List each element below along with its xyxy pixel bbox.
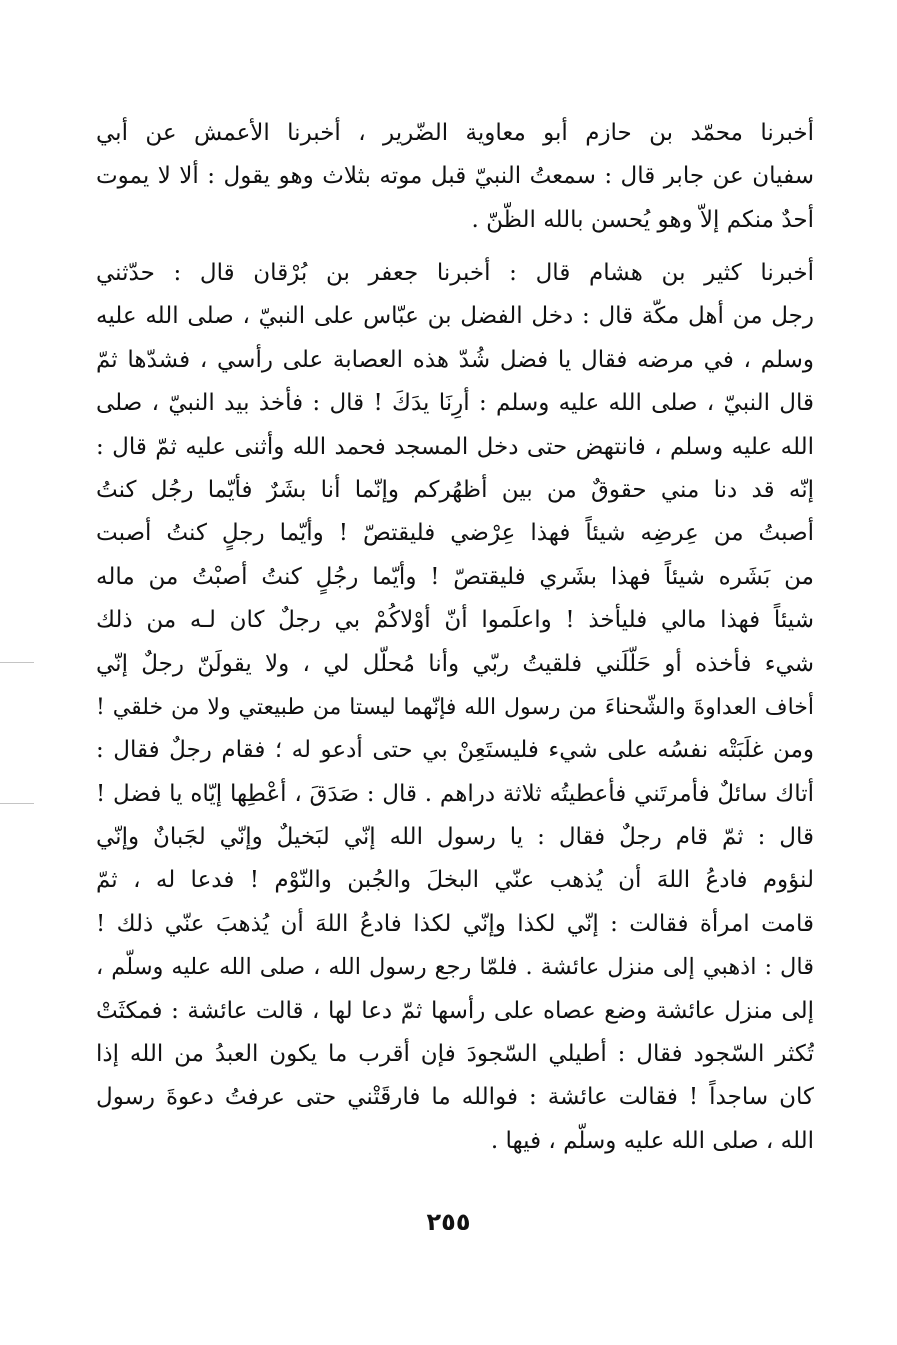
text-line: أخبرنا كثير بن هشام قال : أخبرنا جعفر بن بُرْقان قال : حدّثني (96, 260, 814, 286)
text-line: من بَشَره شيئاً فهذا بشَري فليقتصّ ! وأيّما رجُلٍ كنتُ أصبْتُ من ماله (96, 563, 814, 590)
text-line: أصبتُ من عِرضِه شيئاً فهذا عِرْضي فليقتصّ ! وأيّما رجلٍ كنتُ أصبت (96, 520, 814, 547)
paragraph-1 (96, 112, 814, 242)
text-line: قال : ثمّ قام رجلٌ فقال : يا رسول الله إنّي لبَخيلٌ وإنّي لجَبانٌ وإنّي (96, 824, 814, 851)
text-line: وسلم ، في مرضه فقال يا فضل شُدّ هذه العصابة على رأسي ، فشدّها ثمّ (96, 346, 814, 373)
text-line: إلى منزل عائشة وضع عصاه على رأسها ثمّ دعا لها ، قالت عائشة : فمكثَتْ (96, 997, 814, 1024)
text-line: لنؤوم فادعُ اللهَ أن يُذهب عنّي البخلَ والجُبن والنّوْم ! فدعا له ، ثمّ (96, 867, 814, 894)
margin-mark (0, 662, 34, 663)
text-line: إنّه قد دنا مني حقوقٌ من بين أظهُركم وإنّما أنا بشَرٌ فأيّما رجُل كنتُ (96, 476, 814, 503)
text-line: تُكثر السّجود فقال : أطيلي السّجودَ فإن أقرب ما يكون العبدُ من الله إذا (96, 1041, 814, 1068)
text-line: كان ساجداً ! فقالت عائشة : فوالله ما فارقَتْني حتى عرفتُ دعوةَ رسول (96, 1084, 814, 1111)
text-line: قامت امرأة فقالت : إنّي لكذا وإنّي لكذا فادعُ اللهَ أن يُذهبَ عنّي ذلك ! (96, 910, 814, 937)
text-line: سفيان عن جابر قال : سمعتُ النبيّ قبل موته بثلاث وهو يقول : ألا لا يموت (96, 163, 814, 190)
page-number: ٢٥٥ (426, 1208, 471, 1236)
text-line: قال : اذهبي إلى منزل عائشة . فلمّا رجع رسول الله ، صلى الله عليه وسلّم ، (96, 954, 814, 981)
text-line: الله ، صلى الله عليه وسلّم ، فيها . (490, 1127, 814, 1154)
text-line: أخبرنا محمّد بن حازم أبو معاوية الضّرير ، أخبرنا الأعمش عن أبي (96, 120, 814, 146)
text-line: شيء فأخذه أو حَلّلَني فلقيتُ ربّي وأنا مُحلّل لي ، ولا يقولَنّ رجلٌ إنّي (96, 650, 814, 677)
text-line: الله عليه وسلم ، فانتهض حتى دخل المسجد فحمد الله وأثنى عليه ثمّ قال : (96, 433, 814, 460)
text-line: رجل من أهل مكّة قال : دخل الفضل بن عبّاس على النبيّ ، صلى الله عليه (96, 303, 814, 330)
text-line: قال النبيّ ، صلى الله عليه وسلم : أرِنَا يدَكَ ! قال : فأخذ بيد النبيّ ، صلى (96, 390, 814, 417)
text-line: ومن غلَبَتْه نفسُه على شيء فليستَعِنْ بي حتى أدعو له ؛ فقام رجلٌ فقال : (96, 737, 814, 764)
text-line: أتاك سائلٌ فأمرتَني فأعطيتُه ثلاثة دراهم . قال : صَدَقَ ، أعْطِها إيّاه يا فضل ! (96, 780, 814, 807)
margin-mark (0, 803, 34, 804)
text-line: شيئاً فهذا مالي فليأخذ ! واعلَموا أنّ أوْلاكُمْ بي رجلٌ كان لـه من ذلك (96, 607, 814, 634)
text-line: أخاف العداوةَ والشّحناءَ من رسول الله فإنّهما ليستا من طبيعتي ولا من خلقي ! (96, 694, 814, 720)
paragraph-2 (96, 252, 814, 1163)
text-line: أحدٌ منكم إلاّ وهو يُحسن بالله الظّنّ . (471, 206, 814, 233)
